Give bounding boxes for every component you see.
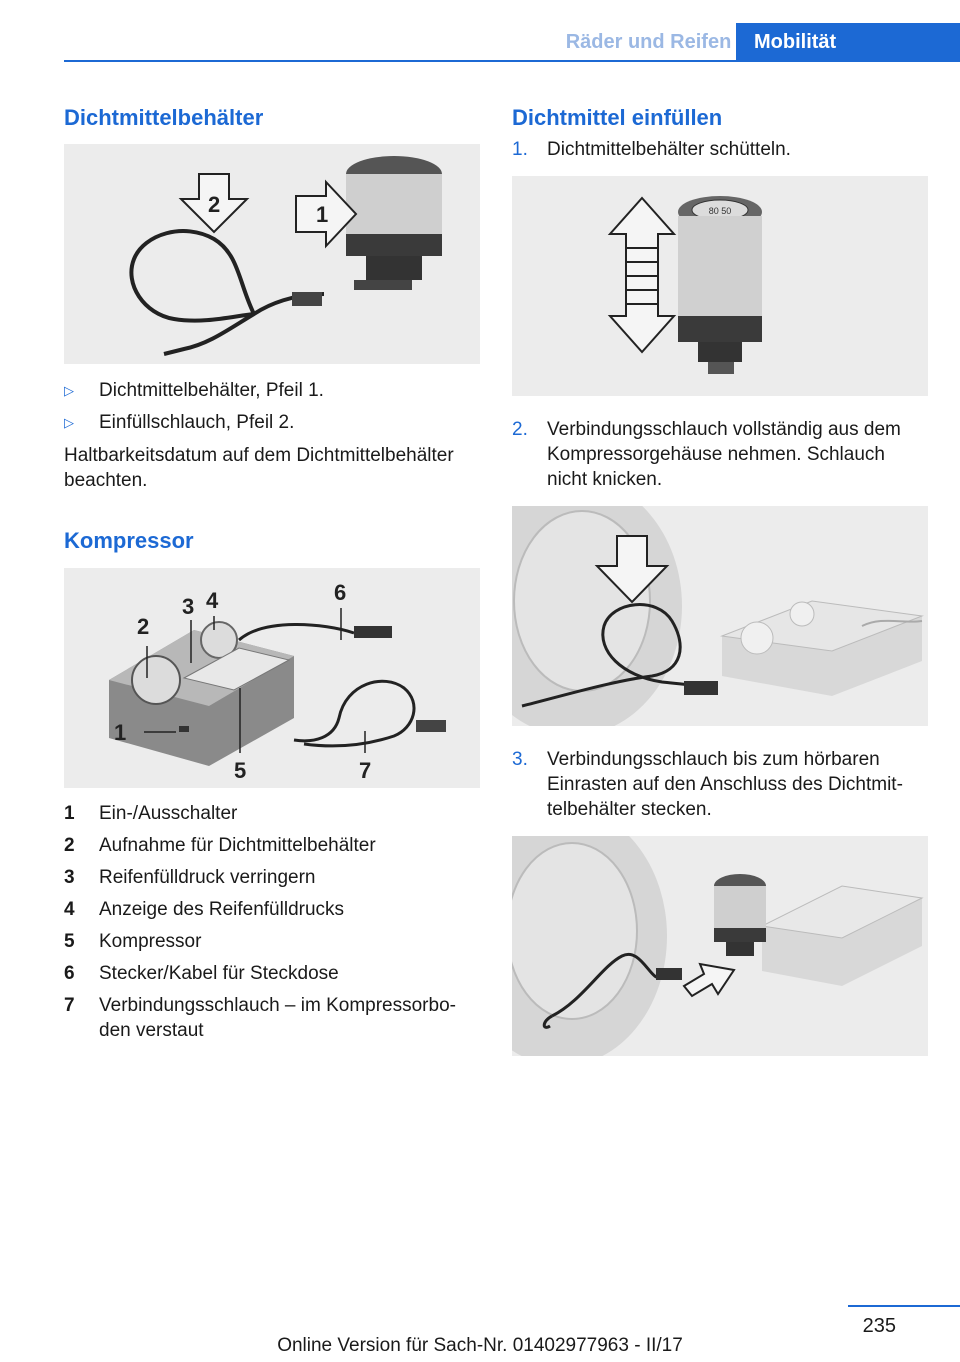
legend-text: Anzeige des Reifenfülldrucks — [99, 899, 345, 920]
callout-5: 5 — [234, 758, 247, 783]
tab-mobilitaet[interactable]: Mobilität — [736, 23, 960, 61]
remove-hose-illustration — [512, 506, 928, 726]
tab-raeder-und-reifen[interactable]: Räder und Reifen — [565, 31, 732, 53]
page-number: 235 — [862, 1315, 896, 1337]
legend-number: 3 — [64, 867, 75, 888]
legend-number: 6 — [64, 963, 75, 984]
callout-3: 3 — [182, 594, 195, 619]
attach-hose-illustration — [512, 836, 928, 1056]
step-number: 3. — [512, 749, 528, 770]
cap-label: 80 50 — [708, 206, 732, 216]
legend-number: 4 — [64, 899, 75, 920]
header-rule — [64, 60, 960, 62]
bullet-triangle-icon: ▷ — [64, 415, 74, 430]
shake-container-illustration — [512, 176, 928, 396]
bullet-text: Dichtmittelbehälter, Pfeil 1. — [99, 380, 324, 401]
bullet-triangle-icon: ▷ — [64, 383, 74, 398]
step-number: 2. — [512, 419, 528, 440]
callout-7: 7 — [359, 758, 372, 783]
legend-text: Aufnahme für Dichtmittelbehälter — [99, 835, 376, 856]
legend-number: 1 — [64, 803, 75, 824]
legend-number: 7 — [64, 995, 75, 1016]
figure-shake-container — [512, 176, 928, 396]
step-text: Verbindungsschlauch vollständig aus dem Kompressorgehäuse nehmen. Schlauch nicht knicken. — [547, 419, 901, 490]
callout-6: 6 — [334, 580, 347, 605]
compressor-illustration — [64, 568, 480, 788]
figure-attach-hose — [512, 836, 928, 1056]
callout-4: 4 — [206, 588, 219, 613]
callout-2: 2 — [208, 192, 221, 217]
bullet-text: Einfüllschlauch, Pfeil 2. — [99, 412, 295, 433]
legend-number: 2 — [64, 835, 75, 856]
callout-2: 2 — [137, 614, 150, 639]
legend-text: Ein-/Ausschalter — [99, 803, 238, 824]
legend-text: Kompressor — [99, 931, 202, 952]
figure-sealant-container — [64, 144, 480, 364]
callout-1: 1 — [114, 720, 127, 745]
legend-text: Reifenfülldruck verringern — [99, 867, 316, 888]
header-tabs — [561, 23, 960, 61]
legend-number: 5 — [64, 931, 75, 952]
sealant-container-illustration — [64, 144, 480, 364]
section-title-dichtmittel-einfuellen: Dichtmittel einfüllen — [512, 105, 723, 130]
step-text: Dichtmittelbehälter schütteln. — [547, 139, 791, 160]
figure-remove-hose — [512, 506, 928, 726]
step-number: 1. — [512, 139, 528, 160]
callout-1: 1 — [316, 202, 329, 227]
footer-rule — [848, 1305, 960, 1307]
note-paragraph: Haltbarkeitsdatum auf dem Dichtmittelbehälter beachten. — [64, 445, 454, 491]
section-title-kompressor: Kompressor — [64, 528, 194, 553]
legend-text: Stecker/Kabel für Steckdose — [99, 963, 339, 984]
footer-note: Online Version für Sach-Nr. 01402977963 - II/17 — [277, 1335, 683, 1356]
legend-text: Verbindungsschlauch – im Kompressorbo-den verstaut — [99, 995, 456, 1041]
section-title-dichtmittelbehaelter: Dichtmittelbehälter — [64, 105, 264, 130]
step-text: Verbindungsschlauch bis zum hörbaren Einrasten auf den Anschluss des Dichtmit-telbehälter stecken. — [547, 749, 903, 820]
figure-compressor — [64, 568, 480, 788]
